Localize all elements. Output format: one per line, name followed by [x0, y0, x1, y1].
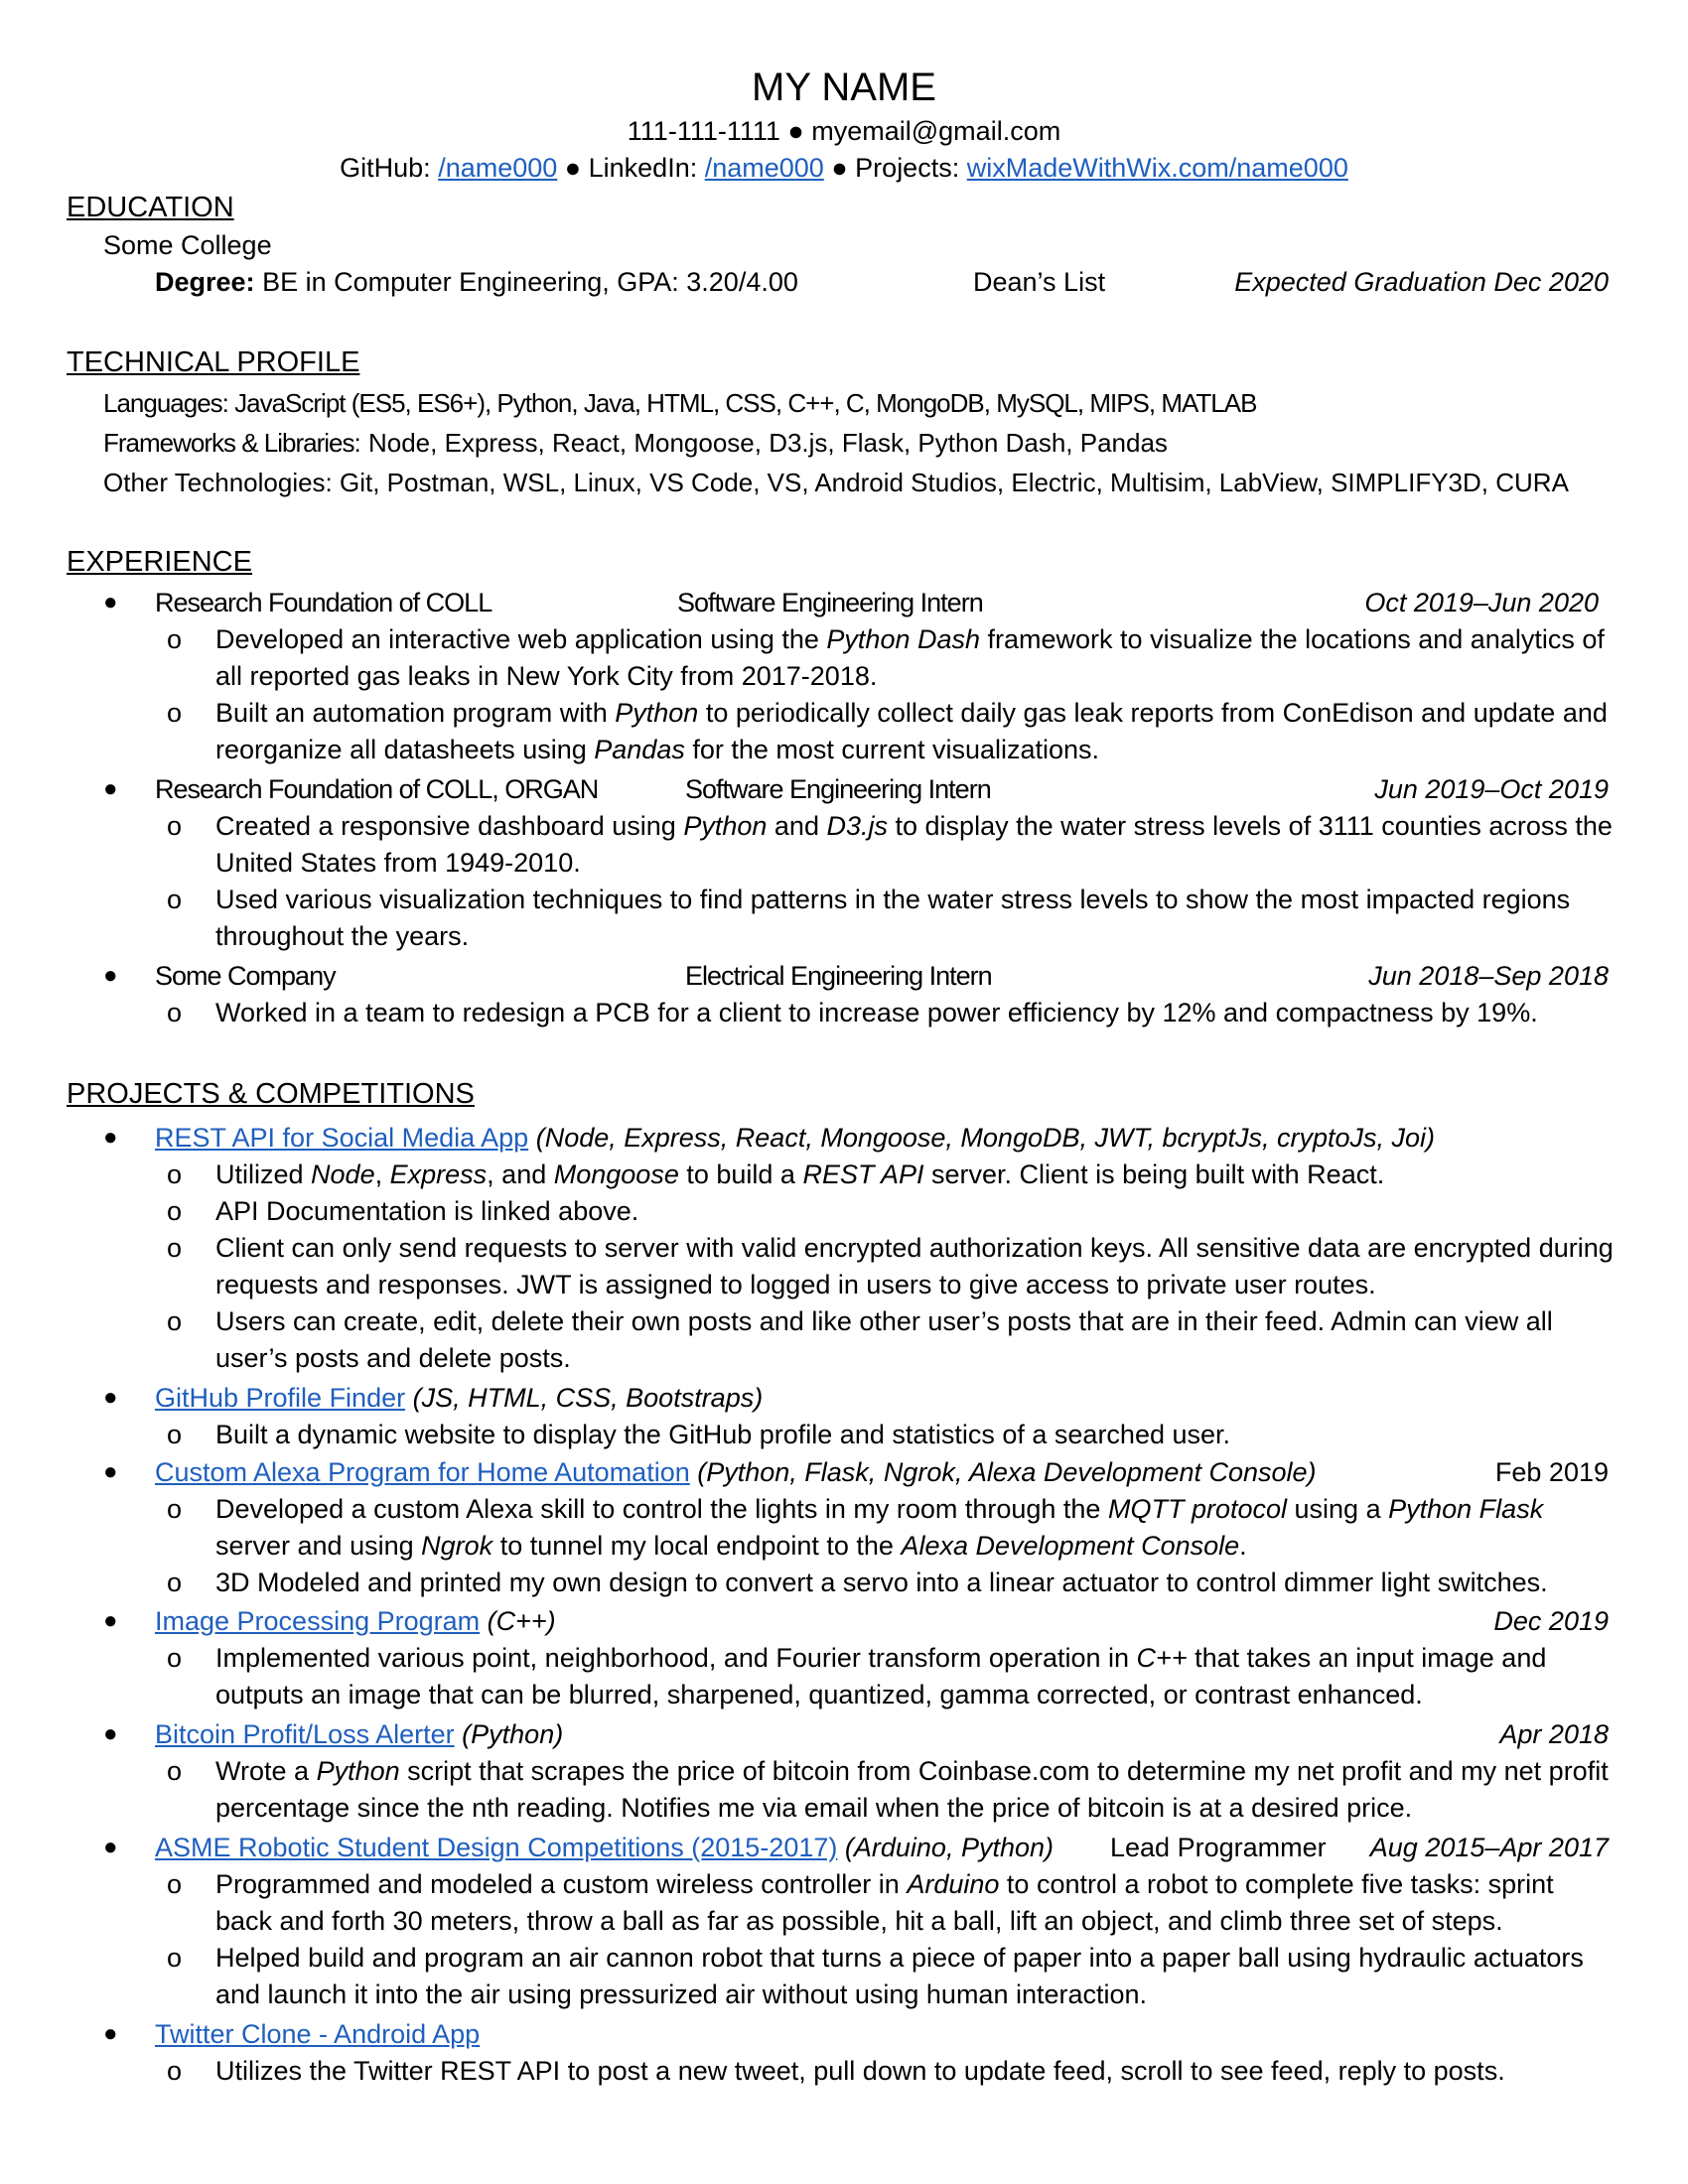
project-detail: 3D Modeled and printed my own design to convert a servo into a linear actuator to control dimmer light switches. — [215, 1568, 1548, 1597]
job-org: Research Foundation of COLL — [155, 588, 492, 617]
sub-bullet-icon: o — [167, 624, 183, 654]
project-detail: Developed a custom Alexa skill to control the lights in my room through the MQTT protocol using a Python Flask server and using Ngrok to tunnel my local endpoint to the Alexa Development Console. — [215, 1494, 1544, 1561]
project-date: Apr 2018 — [1499, 1719, 1609, 1749]
bullet-icon: ● — [103, 1458, 118, 1485]
project-role: Lead Programmer — [1110, 1833, 1327, 1862]
linkedin-link[interactable]: /name000 — [704, 153, 824, 183]
project-detail: Client can only send requests to server with valid encrypted authorization keys. All sensitive data are encrypted during requests and responses. JWT is assigned to logged in users to give access to private user routes. — [215, 1233, 1614, 1299]
job-detail: Created a responsive dashboard using Python and D3.js to display the water stress levels of 3111 counties across the United States from 1949-2010. — [215, 811, 1613, 878]
separator: ● — [787, 116, 804, 146]
degree-text: BE in Computer Engineering, GPA: 3.20/4.00 — [262, 267, 798, 297]
job-detail: Developed an interactive web application using the Python Dash framework to visualize the locations and analytics of all reported gas leaks in New York City from 2017-2018. — [215, 624, 1605, 691]
project-title-line — [155, 1380, 763, 1416]
contact-line — [0, 113, 1688, 149]
sub-bullet-icon: o — [167, 1869, 183, 1899]
project-link[interactable]: REST API for Social Media App — [155, 1123, 529, 1153]
project-date: Feb 2019 — [1494, 1457, 1609, 1487]
separator: ● — [831, 153, 848, 183]
job-dates: Jun 2018–Sep 2018 — [1368, 961, 1609, 991]
email: myemail@gmail.com — [811, 116, 1061, 146]
frameworks-line: Frameworks & Libraries: Node, Express, React, Mongoose, D3.js, Flask, Python Dash, Pandas — [103, 428, 1168, 458]
project-title-line — [155, 1716, 563, 1752]
bullet-icon: ● — [103, 1124, 118, 1151]
bullet-icon: ● — [103, 1834, 118, 1860]
project-title-line — [155, 1120, 1435, 1156]
project-link[interactable]: Custom Alexa Program for Home Automation — [155, 1457, 690, 1487]
school-name: Some College — [103, 230, 272, 260]
job-role: Electrical Engineering Intern — [685, 961, 992, 991]
degree-label: Degree: — [155, 267, 255, 297]
other-tech-line — [103, 465, 1569, 500]
other-tech-label: Other Technologies: — [103, 468, 333, 497]
bullet-icon: ● — [103, 1720, 118, 1747]
bullet-icon: ● — [103, 775, 118, 802]
candidate-name: MY NAME — [752, 66, 936, 109]
project-title-line — [155, 2016, 480, 2052]
links-line — [0, 150, 1688, 186]
job-role: Software Engineering Intern — [677, 588, 983, 617]
project-detail: Wrote a Python script that scrapes the price of bitcoin from Coinbase.com to determine my net profit and my net profit percentage since the nth reading. Notifies me via email when the price of bitcoin is at a desired price. — [215, 1756, 1609, 1823]
section-heading-experience: EXPERIENCE — [67, 546, 252, 578]
job-dates: Jun 2019–Oct 2019 — [1374, 774, 1609, 804]
project-tech: (Arduino, Python) — [844, 1833, 1054, 1862]
job-dates: Oct 2019–Jun 2020 — [1364, 588, 1599, 617]
phone: 111-111-1111 — [627, 116, 780, 146]
project-date: Aug 2015–Apr 2017 — [1369, 1833, 1609, 1862]
job-detail: Built an automation program with Python to periodically collect daily gas leak reports from ConEdison and update and reorganize all datasheets using Pandas for the most current visualizations. — [215, 698, 1608, 764]
frameworks-list: Node, Express, React, Mongoose, D3.js, Flask, Python Dash, Pandas — [367, 428, 1168, 458]
sub-bullet-icon: o — [167, 1643, 183, 1673]
job-role: Software Engineering Intern — [685, 774, 991, 804]
sub-bullet-icon: o — [167, 811, 183, 841]
languages-line — [103, 385, 1256, 421]
projects-label: Projects: — [855, 153, 960, 183]
project-detail: API Documentation is linked above. — [215, 1196, 639, 1226]
bullet-icon: ● — [103, 1607, 118, 1634]
bullet-icon: ● — [103, 962, 118, 989]
project-detail: Built a dynamic website to display the GitHub profile and statistics of a searched user. — [215, 1420, 1231, 1449]
sub-bullet-icon: o — [167, 1160, 183, 1189]
project-detail: Utilized Node, Express, and Mongoose to build a REST API server. Client is being built with React. — [215, 1160, 1385, 1189]
project-link[interactable]: Bitcoin Profit/Loss Alerter — [155, 1719, 455, 1749]
project-link[interactable]: Image Processing Program — [155, 1606, 481, 1636]
other-tech-list: Git, Postman, WSL, Linux, VS Code, VS, Android Studios, Electric, Multisim, LabView, SIMPLIFY3D, CURA — [340, 468, 1569, 497]
sub-bullet-icon: o — [167, 1233, 183, 1263]
project-tech: (C++) — [487, 1606, 556, 1636]
sub-bullet-icon: o — [167, 2056, 183, 2086]
project-tech: (JS, HTML, CSS, Bootstraps) — [412, 1383, 764, 1413]
languages-label: Languages: — [103, 388, 228, 418]
graduation-date: Expected Graduation Dec 2020 — [1234, 267, 1609, 297]
project-title-line — [155, 1830, 1054, 1865]
section-heading-technical: TECHNICAL PROFILE — [67, 346, 360, 378]
project-date: Dec 2019 — [1493, 1606, 1609, 1636]
sub-bullet-icon: o — [167, 1420, 183, 1449]
bullet-icon: ● — [103, 1384, 118, 1411]
sub-bullet-icon: o — [167, 885, 183, 914]
sub-bullet-icon: o — [167, 998, 183, 1027]
frameworks-label: Frameworks & Libraries — [103, 428, 354, 458]
bullet-icon: ● — [103, 589, 118, 615]
sub-bullet-icon: o — [167, 1756, 183, 1786]
job-org: Research Foundation of COLL, ORGAN — [155, 774, 599, 804]
bullet-icon: ● — [103, 2020, 118, 2047]
sub-bullet-icon: o — [167, 1568, 183, 1597]
project-link[interactable]: GitHub Profile Finder — [155, 1383, 406, 1413]
sub-bullet-icon: o — [167, 698, 183, 728]
languages-list: JavaScript (ES5, ES6+), Python, Java, HTML, CSS, C++, C, MongoDB, MySQL, MIPS, MATLAB — [234, 388, 1257, 418]
project-tech: (Node, Express, React, Mongoose, MongoDB, JWT, bcryptJs, cryptoJs, Joi) — [535, 1123, 1436, 1153]
honor: Dean’s List — [973, 267, 1106, 297]
job-org: Some Company — [155, 961, 336, 991]
project-tech: (Python, Flask, Ngrok, Alexa Development Console) — [697, 1457, 1317, 1487]
project-link[interactable]: ASME Robotic Student Design Competitions (2015-2017) — [155, 1833, 838, 1862]
project-detail: Helped build and program an air cannon robot that turns a piece of paper into a paper ball using hydraulic actuators and launch it into the air using pressurized air without using human interaction. — [215, 1943, 1584, 2009]
project-detail: Users can create, edit, delete their own posts and like other user’s posts that are in their feed. Admin can view all user’s posts and delete posts. — [215, 1306, 1553, 1373]
projects-link[interactable]: wixMadeWithWix.com/name000 — [966, 153, 1348, 183]
project-detail: Utilizes the Twitter REST API to post a new tweet, pull down to update feed, scroll to see feed, reply to posts. — [215, 2056, 1505, 2086]
project-tech: (Python) — [462, 1719, 564, 1749]
sub-bullet-icon: o — [167, 1306, 183, 1336]
github-link[interactable]: /name000 — [438, 153, 558, 183]
separator: ● — [564, 153, 582, 183]
project-title-line — [155, 1603, 556, 1639]
project-detail: Implemented various point, neighborhood, and Fourier transform operation in C++ that takes an input image and outputs an image that can be blurred, sharpened, quantized, gamma corrected, or contrast enhanced. — [215, 1643, 1547, 1709]
degree-line — [155, 264, 798, 300]
job-detail: Used various visualization techniques to find patterns in the water stress levels to show the most impacted regions throughout the years. — [215, 885, 1571, 951]
project-link[interactable]: Twitter Clone - Android App — [155, 2019, 481, 2049]
sub-bullet-icon: o — [167, 1196, 183, 1226]
sub-bullet-icon: o — [167, 1494, 183, 1524]
github-label: GitHub: — [340, 153, 431, 183]
section-heading-education: EDUCATION — [67, 192, 234, 223]
project-title-line — [155, 1454, 1317, 1490]
linkedin-label: LinkedIn: — [588, 153, 698, 183]
job-detail: Worked in a team to redesign a PCB for a client to increase power efficiency by 12% and compactness by 19%. — [215, 998, 1538, 1027]
section-heading-projects: PROJECTS & COMPETITIONS — [67, 1078, 475, 1110]
sub-bullet-icon: o — [167, 1943, 183, 1973]
project-detail: Programmed and modeled a custom wireless controller in Arduino to control a robot to complete five tasks: sprint back and forth 30 meters, throw a ball as far as possible, hit a ball, lift an object, and climb three set of steps. — [215, 1869, 1554, 1936]
